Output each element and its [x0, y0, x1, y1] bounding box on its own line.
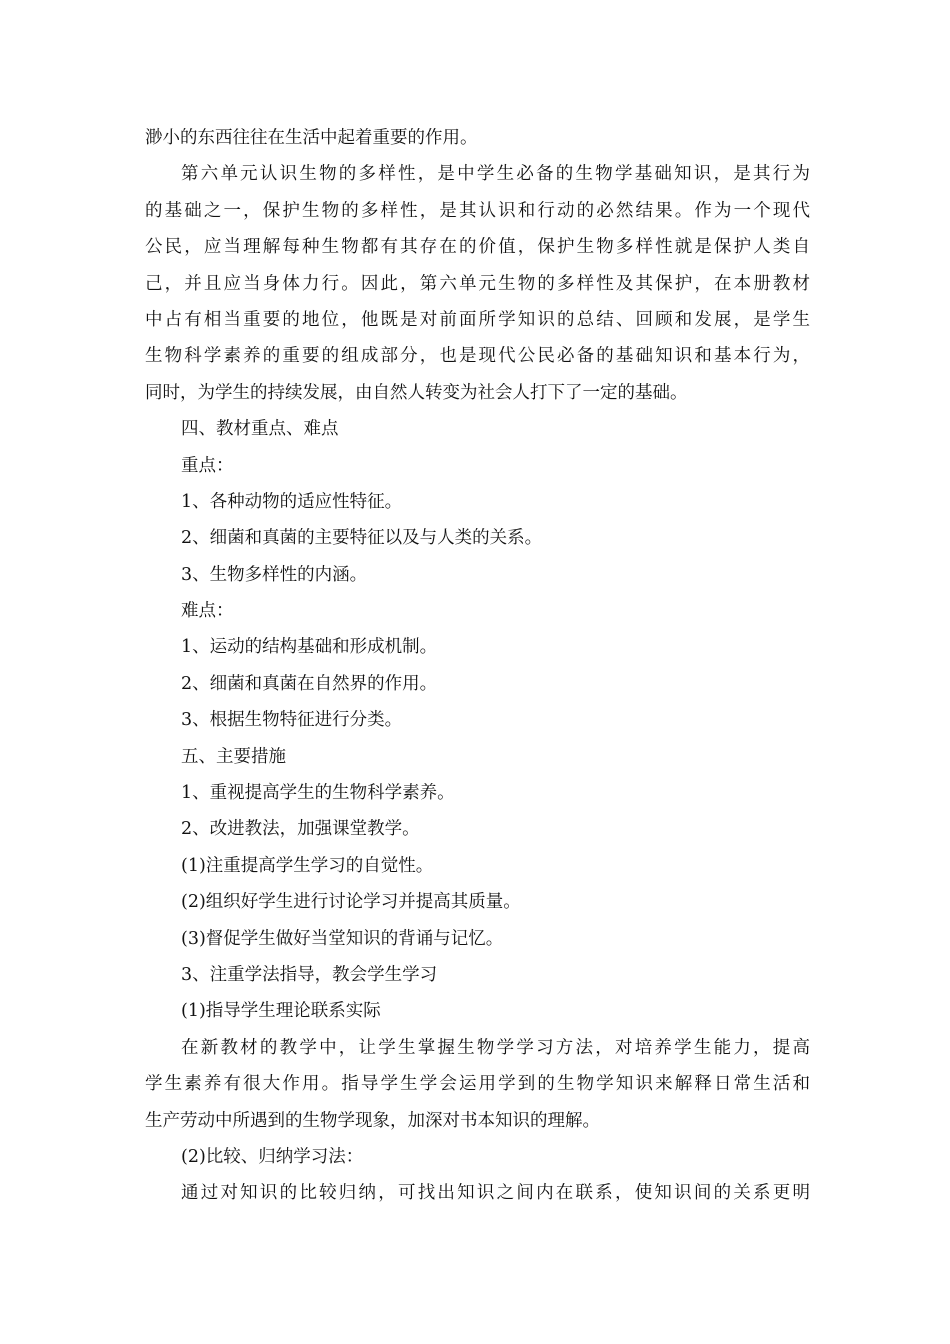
paragraph-line: 第六单元认识生物的多样性，是中学生必备的生物学基础知识，是其行为	[181, 164, 810, 185]
list-item: (3)督促学生做好当堂知识的背诵与记忆。	[181, 928, 504, 949]
list-item: 2、细菌和真菌的主要特征以及与人类的关系。	[181, 528, 543, 549]
paragraph-line: 学生素养有很大作用。指导学生学会运用学到的生物学知识来解释日常生活和	[145, 1074, 810, 1095]
list-item: (1)注重提高学生学习的自觉性。	[181, 855, 434, 876]
list-item: 2、改进教法，加强课堂教学。	[181, 819, 420, 840]
section-heading: 四、教材重点、难点	[181, 419, 339, 440]
list-item: 1、运动的结构基础和形成机制。	[181, 637, 438, 658]
list-item: 1、重视提高学生的生物科学素养。	[181, 783, 455, 804]
paragraph-line: 的基础之一，保护生物的多样性，是其认识和行动的必然结果。作为一个现代	[145, 200, 810, 221]
paragraph-line: 生物科学素养的重要的组成部分，也是现代公民必备的基础知识和基本行为，	[145, 346, 810, 367]
list-item: 2、细菌和真菌在自然界的作用。	[181, 673, 438, 694]
list-item: 3、生物多样性的内涵。	[181, 564, 368, 585]
list-item: (2)组织好学生进行讨论学习并提高其质量。	[181, 892, 521, 913]
paragraph-line: 己，并且应当身体力行。因此，第六单元生物的多样性及其保护，在本册教材	[145, 273, 810, 294]
paragraph-line: 在新教材的教学中，让学生掌握生物学学习方法，对培养学生能力，提高	[181, 1037, 810, 1058]
paragraph-line: 公民，应当理解每种生物都有其存在的价值，保护生物多样性就是保护人类自	[145, 237, 810, 258]
document-body	[145, 120, 810, 1212]
subheading: 重点：	[181, 455, 234, 476]
paragraph-line: 通过对知识的比较归纳，可找出知识之间内在联系，使知识间的关系更明	[181, 1183, 810, 1204]
list-item: 1、各种动物的适应性特征。	[181, 491, 403, 512]
list-item: (2)比较、归纳学习法：	[181, 1146, 364, 1167]
section-heading: 五、主要措施	[181, 746, 286, 767]
subheading: 难点：	[181, 601, 234, 622]
paragraph-line: 渺小的东西往往在生活中起着重要的作用。	[145, 128, 478, 148]
paragraph-line: 同时，为学生的持续发展，由自然人转变为社会人打下了一定的基础。	[145, 382, 688, 403]
paragraph-line: 生产劳动中所遇到的生物学现象，加深对书本知识的理解。	[145, 1110, 600, 1131]
list-item: (1)指导学生理论联系实际	[181, 1001, 381, 1022]
list-item: 3、根据生物特征进行分类。	[181, 710, 403, 731]
paragraph-line: 中占有相当重要的地位，他既是对前面所学知识的总结、回顾和发展，是学生	[145, 309, 810, 330]
list-item: 3、注重学法指导，教会学生学习	[181, 964, 438, 985]
